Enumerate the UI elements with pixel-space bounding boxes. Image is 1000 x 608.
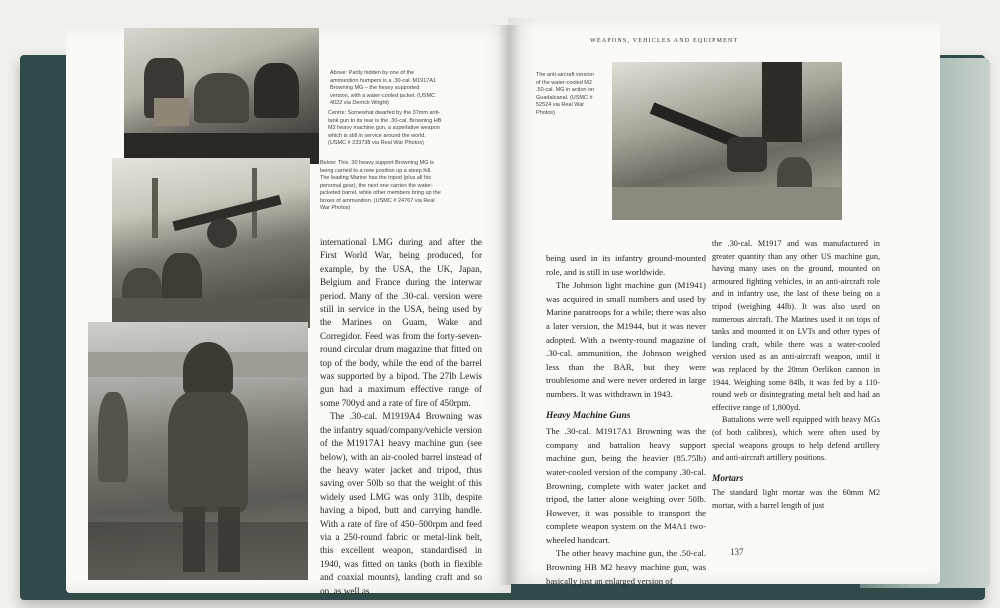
photo-marines-anti-tank-gun [112, 158, 310, 328]
left-paragraph-1: international LMG during and after the First World War, being produced, for example, by the USA, the UK, Japan, Belgium and France during the interwar period. Many of the .30-cal. version were still in service in the USA, being used by the Marines on Guam, Wake and Corregidor. Feed was from the forty-seven-round circular drum magazine that fitted on top of the body, while the end of the barrel was supported by a bipod. The 27lb Lewis gun had a maximum effective range of some 700yd and a rate of fire of 450rpm. [320, 237, 482, 408]
page-number: 137 [730, 547, 744, 557]
right-col1-paragraph-2: The Johnson light machine gun (M1941) was acquired in small numbers and used by Marine paratroops for a while; there was also a later version, the M1944, but it was never adopted. With a twenty-round magazine of .30-cal. ammunition, the Johnson weighed less than the BAR, but they were troublesome and were never ordered in large numbers. It was withdrawn in 1943. [546, 280, 706, 399]
right-col2-paragraph-1: the .30-cal. M1917 and was manufactured in greater quantity than any other US machine gun, having many uses on the ground, mounted on armoured fighting vehicles, in an anti-aircraft role and in infantry use, the last of these being on a tripod (weighing 44lb). It was also used on numerous aircraft. The Marines used it on tops of tanks and mounted it on LVTs and other types of landing craft, while there was a water-cooled version used as an anti-aircraft weapon, until it was replaced by the 20mm Oerlikon cannon in 1944. Weighing some 84lb, it was fed by a 110-round web or disintegrating metal belt and had an effective range of 1,800yd. [712, 239, 880, 412]
right-col1-paragraph-4: The other heavy machine gun, the .50-cal. Browning HB M2 heavy machine gun, was basically just an enlarged version of [546, 548, 706, 586]
running-head: WEAPONS, VEHICLES AND EQUIPMENT [590, 38, 739, 44]
photo-marines-machine-gun-top [124, 28, 319, 164]
caption-below: Below: This .30 heavy support Browning MG is being carried to a new position up a steep hill. The leading Marine has the tripod (plus all his personal gear), the next one carries the water-jacketed barrel, while other members bring up the boxes of ammunition. (USMC # 24767 via Real War Photos) [320, 160, 441, 211]
right-col1-paragraph-3: The .30-cal. M1917A1 Browning was the company and battalion heavy support machine gun, being the heavier (85.75lb) water-cooled version of the company .30-cal. Browning, complete with water jacket and tripod, the latter alone weighing over 50lb. However, it was possible to transport the complete weapon system on the M4A1 two-wheeled handcart. [546, 426, 706, 545]
heading-mortars: Mortars [712, 473, 744, 484]
right-column-2-text [712, 238, 880, 512]
right-col2-paragraph-2: Battalions were well equipped with heavy MGs (of both calibres), which were often used by special weapons groups to help defend artillery and anti-aircraft artillery positions. [712, 415, 880, 463]
book-gutter-shadow [498, 25, 520, 585]
caption-right: The anti-aircraft version of the water-cooled M2 .50-cal. MG in action on Guadalcanal. (USMC # 52524 via Real War Photos) [536, 72, 595, 116]
left-body-text [320, 236, 482, 598]
caption-centre: Centre: Somewhat dwarfed by the 37mm anti-tank gun to its rear is the .30-cal. Browning HB M2 heavy machine gun, a superlative weapon which is still in service around the world. (USMC # 233738 via Real War Photos) [328, 110, 442, 146]
right-col2-paragraph-3: The standard light mortar was the 60mm M2 mortar, with a barrel length of just [712, 488, 880, 510]
heading-heavy-machine-guns: Heavy Machine Guns [546, 410, 631, 421]
right-column-1-text [546, 252, 706, 588]
photo-marine-carrying-tripod [88, 322, 308, 580]
right-col1-paragraph-1: being used in its infantry ground-mounted role, and is still in use worldwide. [546, 253, 706, 277]
photo-anti-aircraft-machine-gun [612, 62, 842, 220]
caption-above: Above: Partly hidden by one of the ammunition humpers is a .30-cal. M1917A1 Browning MG – the heavy supported version, with a water-cooled jacket. (USMC 4022 via Derrick Wright) [330, 70, 437, 106]
left-paragraph-2: The .30-cal. M1919A4 Browning was the infantry squad/company/vehicle version of the M1917A1 heavy machine gun (see below), with an air-cooled barrel instead of the heavy water jacket and tripod, thus saving over 50lb so that the weight of this widely used LMG was only 31lb, despite having a bipod, butt and carrying handle. With a rate of fire of 450–500rpm and feed via a 250-round fabric or metal-link belt, this excellent weapon, standardised in 1940, was fitted on tanks (both in flexible and coaxial mounts), landing craft and so on, as well as [320, 411, 482, 596]
